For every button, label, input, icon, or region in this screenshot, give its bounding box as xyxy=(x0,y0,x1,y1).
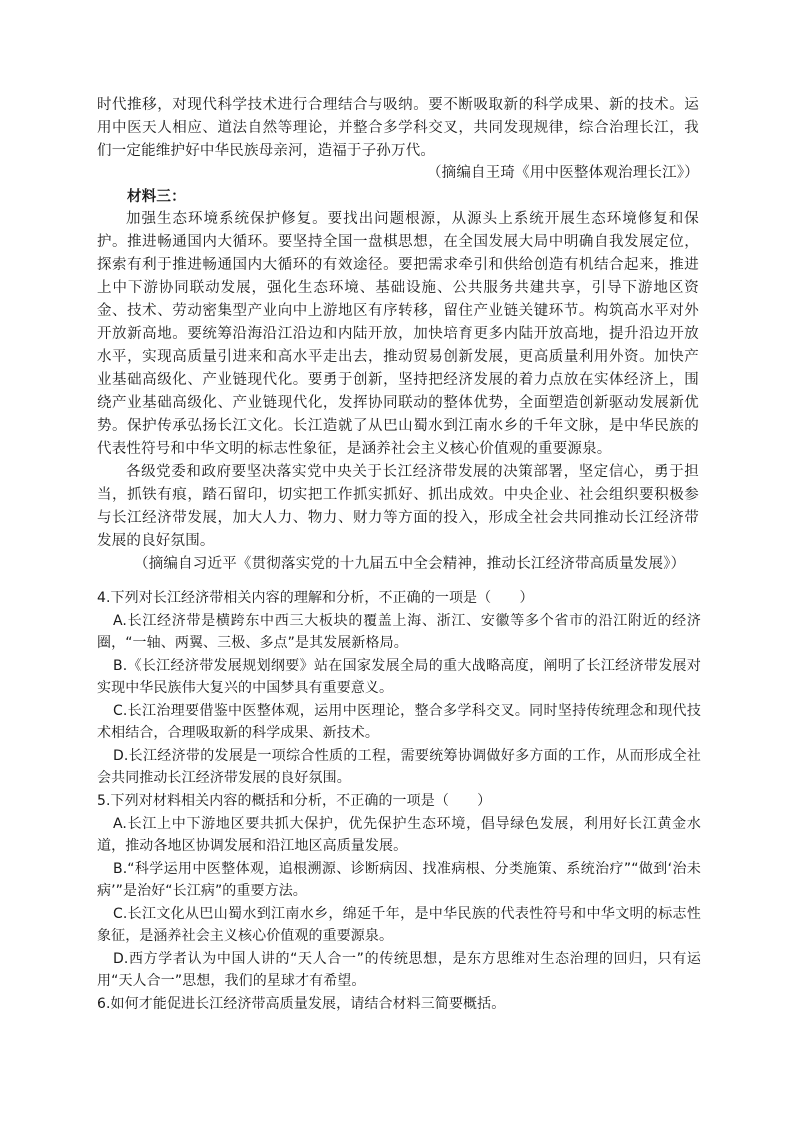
material3-paragraph-2: 各级党委和政府要坚决落实党中央关于长江经济带发展的决策部署，坚定信心，勇于担当，抓铁有痕，踏石留印，切实把工作抓实抓好、抓出成效。中央企业、社会组织要积极参与长江经济带发展，加大人力、物力、财力等方面的投入，形成全社会共同推动长江经济带发展的良好氛围。 xyxy=(97,464,699,549)
question-6-stem: 6.如何才能促进长江经济带高质量发展，请结合材料三简要概括。 xyxy=(97,996,506,1012)
question-5-option-a: A.长江上中下游地区要共抓大保护，优先保护生态环境，倡导绿色发展，利用好长江黄金水道，推动各地区协调发展和沿江地区高质量发展。 xyxy=(97,816,701,855)
material3-paragraph-1: 加强生态环境系统保护修复。要找出问题根源，从源头上系统开展生态环境修复和保护。推进畅通国内大循环。要坚持全国一盘棋思想，在全国发展大局中明确自我发展定位，探索有利于推进畅通国内大循环的有效途径。要把需求牵引和供给创造有机结合起来，推进上中下游协同联动发展，强化生态环境、基础设施、公共服务共建共享，引导下游地区资金、技术、劳动密集型产业向中上游地区有序转移，留住产业链关键环节。构筑高水平对外开放新高地。要统筹沿海沿江沿边和内陆开放，加快培育更多内陆开放高地，提升沿边开放水平，实现高质量引进来和高水平走出去，推动贸易创新发展，更高质量利用外资。加快产业基础高级化、产业链现代化。要勇于创新，坚持把经济发展的着力点放在实体经济上，围绕产业基础高级化、产业链现代化，发挥协同联动的整体优势，全面塑造创新驱动发展新优势。保护传承弘扬长江文化。长江造就了从巴山蜀水到江南水乡的千年文脉，是中华民族的代表性符号和中华文明的标志性象征，是涵养社会主义核心价值观的重要源泉。 xyxy=(97,211,699,457)
question-5-stem: 5.下列对材料相关内容的概括和分析，不正确的一项是（ ） xyxy=(97,793,492,809)
material2-tail-paragraph: 时代推移，对现代科学技术进行合理结合与吸纳。要不断吸取新的科学成果、新的技术。运用中医天人相应、道法自然等理论，并整合多学科交叉，共同发现规律，综合治理长江，我们一定能维护好中华民族母亲河，造福于子孙万代。 xyxy=(97,97,699,159)
question-5-option-c: C.长江文化从巴山蜀水到江南水乡，绵延千年，是中华民族的代表性符号和中华文明的标志性象征，是涵养社会主义核心价值观的重要源泉。 xyxy=(97,906,701,945)
question-4-option-b: B.《长江经济带发展规划纲要》站在国家发展全局的重大战略高度，阐明了长江经济带发展对实现中华民族伟大复兴的中国梦具有重要意义。 xyxy=(97,658,701,697)
material2-source: （摘编自王琦《用中医整体观治理长江》） xyxy=(426,165,699,181)
question-4-option-d: D.长江经济带的发展是一项综合性质的工程，需要统筹协调做好多方面的工作，从而形成全社会共同推动长江经济带发展的良好氛围。 xyxy=(97,748,701,787)
question-4-stem: 4.下列对长江经济带相关内容的理解和分析，不正确的一项是（ ） xyxy=(97,590,534,606)
question-5-option-d: D.西方学者认为中国人讲的“天人合一”的传统思想，是东方思维对生态治理的回归，只有运用“天人合一”思想，我们的星球才有希望。 xyxy=(97,951,701,990)
material3-source: （摘编自习近平《贯彻落实党的十九届五中全会精神，推动长江经济带高质量发展》） xyxy=(134,556,686,572)
question-4-option-c: C.长江治理要借鉴中医整体观，运用中医理论，整合多学科交叉。同时坚持传统理念和现代技术相结合，合理吸取新的科学成果、新技术。 xyxy=(97,703,701,742)
question-5-option-b: B.“科学运用中医整体观，追根溯源、诊断病因、找准病根、分类施策、系统治疗”“做到‘治未病’”是治好“长江病”的重要方法。 xyxy=(97,861,701,900)
question-4-option-a: A.长江经济带是横跨东中西三大板块的覆盖上海、浙江、安徽等多个省市的沿江附近的经济圈，“一轴、两翼、三极、多点”是其发展新格局。 xyxy=(97,613,701,652)
material3-heading: 材料三： xyxy=(127,188,186,205)
